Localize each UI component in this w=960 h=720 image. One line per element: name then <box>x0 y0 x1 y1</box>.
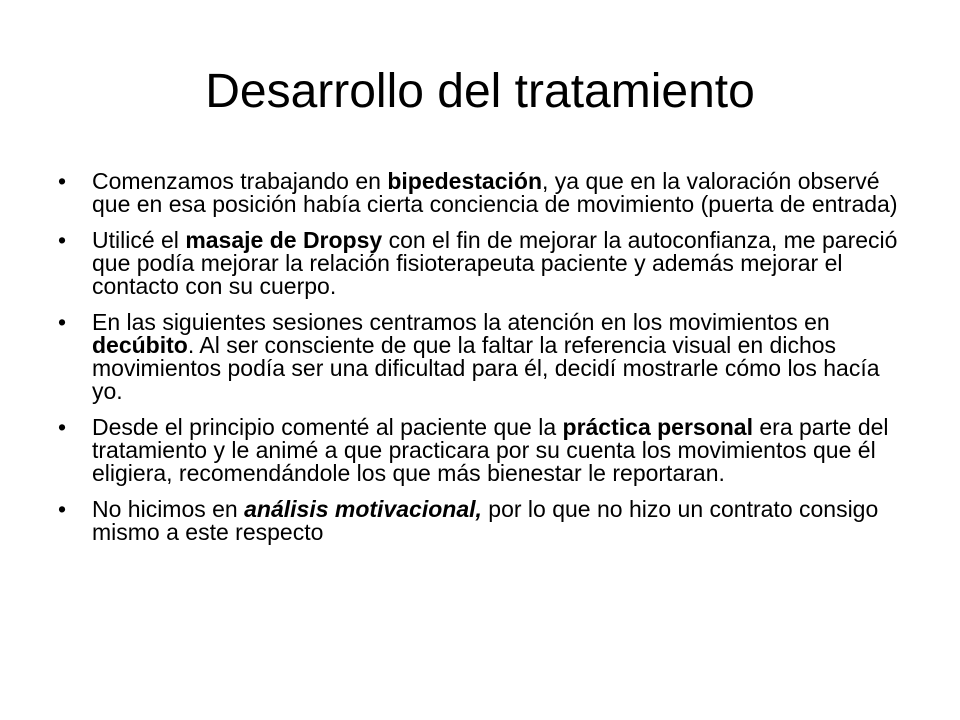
slide-title: Desarrollo del tratamiento <box>205 65 755 118</box>
emphasis-text: análisis motivacional, <box>244 496 482 522</box>
bullet-item <box>58 311 898 403</box>
bullet-item <box>58 170 898 216</box>
text-segment: Comenzamos trabajando en <box>92 168 388 194</box>
bullet-text <box>92 168 898 217</box>
bullet-item <box>58 498 898 544</box>
text-segment: Utilicé el <box>92 227 186 253</box>
bullet-dot-icon: • <box>58 168 67 194</box>
bullet-text <box>92 414 889 486</box>
emphasis-text: práctica personal <box>562 414 753 440</box>
text-segment: Desde el principio comenté al paciente que la <box>92 414 563 440</box>
text-segment: por lo que no hizo un contrato consigo mismo a este respecto <box>92 496 879 545</box>
emphasis-text: bipedestación <box>387 168 542 194</box>
emphasis-text: decúbito <box>92 332 188 358</box>
bullet-dot-icon: • <box>58 309 67 335</box>
bullet-text <box>92 309 880 404</box>
text-segment: era parte del tratamiento y le animé a que practicara por su cuenta los movimientos que él eligiera, recomendándole los que más bienestar le reportaran. <box>92 414 889 486</box>
bullet-dot-icon: • <box>58 227 67 253</box>
bullet-item <box>58 416 898 485</box>
bullet-dot-icon: • <box>58 496 67 522</box>
text-segment: No hicimos en <box>92 496 245 522</box>
text-segment: con el fin de mejorar la autoconfianza, me pareció que podía mejorar la relación fisioterapeuta paciente y además mejorar el contacto con su cuerpo. <box>92 227 898 299</box>
bullet-dot-icon: • <box>58 414 67 440</box>
text-segment: , ya que en la valoración observé que en esa posición había cierta conciencia de movimiento (puerta de entrada) <box>92 168 898 217</box>
bullet-list <box>58 170 898 557</box>
text-segment: . Al ser consciente de que la faltar la referencia visual en dichos movimientos podía ser una dificultad para él, decidí mostrarle cómo los hacía yo. <box>92 332 880 404</box>
bullet-text <box>92 227 897 299</box>
text-segment: En las siguientes sesiones centramos la atención en los movimientos en <box>92 309 830 335</box>
bullet-item <box>58 229 898 298</box>
emphasis-text: masaje de Dropsy <box>185 227 383 253</box>
bullet-text <box>92 496 878 545</box>
